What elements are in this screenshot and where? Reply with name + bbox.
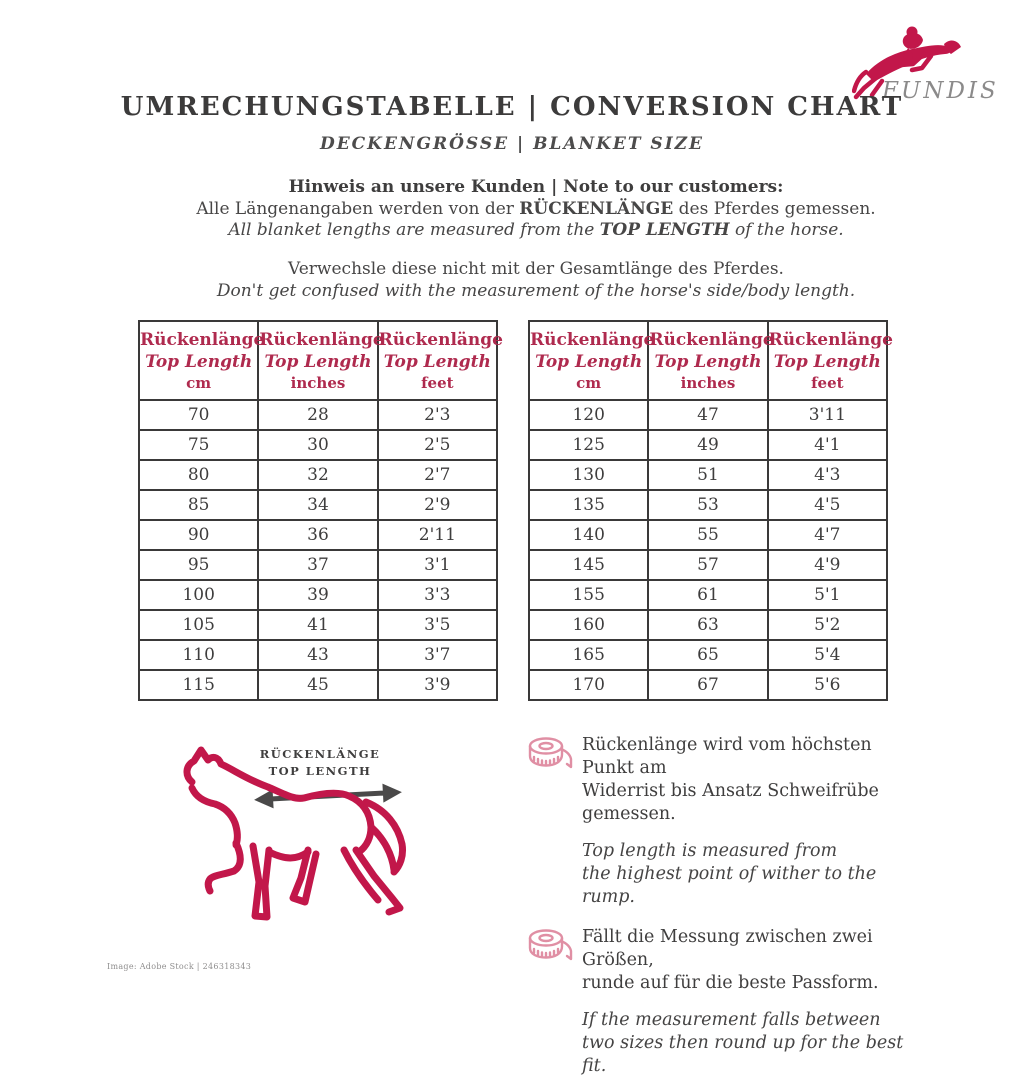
warning-line-de: Verwechsle diese nicht mit der Gesamtlänge des Pferdes. xyxy=(288,259,784,279)
table-cell: 95 xyxy=(139,550,258,580)
table-cell: 5'2 xyxy=(768,610,887,640)
table-cell: 2'11 xyxy=(378,520,497,550)
table-cell: 51 xyxy=(648,460,767,490)
warning-note xyxy=(48,259,1024,302)
column-header-inches xyxy=(648,321,774,400)
table-row xyxy=(529,580,887,610)
note-line-de xyxy=(48,199,1024,221)
header-unit: feet xyxy=(811,374,844,392)
table-row xyxy=(529,400,887,430)
header-de: Rückenlänge xyxy=(649,330,774,350)
table-cell: 34 xyxy=(258,490,377,520)
table-cell: 120 xyxy=(529,400,648,430)
table-row xyxy=(529,460,887,490)
measuring-instructions xyxy=(527,734,907,1078)
table-cell: 3'9 xyxy=(378,670,497,700)
note-heading: Hinweis an unsere Kunden | Note to our customers: xyxy=(288,177,784,197)
table-cell: 2'7 xyxy=(378,460,497,490)
note-line-en xyxy=(48,220,1024,242)
table-cell: 49 xyxy=(648,430,767,460)
table-cell: 61 xyxy=(648,580,767,610)
header-en: Top Length xyxy=(535,352,643,372)
table-cell: 37 xyxy=(258,550,377,580)
conversion-table-left xyxy=(138,320,503,701)
header-unit: cm xyxy=(186,374,212,392)
table-cell: 4'9 xyxy=(768,550,887,580)
table-cell: 115 xyxy=(139,670,258,700)
table-cell: 70 xyxy=(139,400,258,430)
table-cell: 110 xyxy=(139,640,258,670)
table-row xyxy=(529,490,887,520)
customer-note xyxy=(48,177,1024,242)
table-row xyxy=(139,550,497,580)
column-header-cm xyxy=(139,321,265,400)
table-cell: 30 xyxy=(258,430,377,460)
column-header-cm xyxy=(529,321,655,400)
table-cell: 4'5 xyxy=(768,490,887,520)
header-de: Rückenlänge xyxy=(530,330,655,350)
table-row xyxy=(139,430,497,460)
page-title: UMRECHUNGSTABELLE | CONVERSION CHART xyxy=(120,92,904,122)
table-cell: 160 xyxy=(529,610,648,640)
diagram-label-en: TOP LENGTH xyxy=(268,764,372,778)
table-row xyxy=(529,550,887,580)
table-cell: 140 xyxy=(529,520,648,550)
instruction-en-line: two sizes then round up for the best fit. xyxy=(582,1033,904,1076)
table-cell: 4'3 xyxy=(768,460,887,490)
note-en-prefix: All blanket lengths are measured from the xyxy=(228,220,600,240)
instruction-de-line: Widerrist bis Ansatz Schweifrübe gemessen. xyxy=(582,781,879,824)
header-en: Top Length xyxy=(145,352,253,372)
header-en: Top Length xyxy=(773,352,881,372)
note-en-suffix: of the horse. xyxy=(729,220,844,240)
table-cell: 3'7 xyxy=(378,640,497,670)
table-cell: 2'5 xyxy=(378,430,497,460)
header-unit: cm xyxy=(576,374,602,392)
table-cell: 145 xyxy=(529,550,648,580)
column-header-feet xyxy=(768,321,893,400)
table-cell: 4'1 xyxy=(768,430,887,460)
table-header-row xyxy=(139,321,497,400)
table-cell: 65 xyxy=(648,640,767,670)
table-cell: 28 xyxy=(258,400,377,430)
table-cell: 125 xyxy=(529,430,648,460)
table-cell: 41 xyxy=(258,610,377,640)
table-row xyxy=(139,520,497,550)
table-cell: 36 xyxy=(258,520,377,550)
page-subtitle: DECKENGRÖSSE | BLANKET SIZE xyxy=(319,134,705,154)
table-row xyxy=(529,670,887,700)
table-cell: 75 xyxy=(139,430,258,460)
table-cell: 2'3 xyxy=(378,400,497,430)
header-unit: feet xyxy=(421,374,454,392)
table-cell: 57 xyxy=(648,550,767,580)
table-cell: 67 xyxy=(648,670,767,700)
table-cell: 170 xyxy=(529,670,648,700)
warning-line-en: Don't get confused with the measurement of the horse's side/body length. xyxy=(216,280,856,301)
table-cell: 47 xyxy=(648,400,767,430)
table-cell: 39 xyxy=(258,580,377,610)
header-unit: inches xyxy=(290,374,346,392)
header-de: Rückenlänge xyxy=(259,330,384,350)
table-cell: 155 xyxy=(529,580,648,610)
table-cell: 4'7 xyxy=(768,520,887,550)
table-row xyxy=(139,670,497,700)
header-unit: inches xyxy=(680,374,736,392)
table-cell: 5'4 xyxy=(768,640,887,670)
table-cell: 3'3 xyxy=(378,580,497,610)
table-cell: 32 xyxy=(258,460,377,490)
table-cell: 135 xyxy=(529,490,648,520)
instruction-item xyxy=(527,734,907,826)
instruction-de-line: runde auf für die beste Passform. xyxy=(582,973,879,993)
instruction-en xyxy=(582,1009,907,1078)
header-de: Rückenlänge xyxy=(378,330,503,350)
column-header-inches xyxy=(258,321,384,400)
table-row xyxy=(139,490,497,520)
note-de-prefix: Alle Längenangaben werden von der xyxy=(196,198,520,219)
header-en: Top Length xyxy=(264,352,372,372)
table-row xyxy=(529,640,887,670)
table-row xyxy=(139,640,497,670)
horse-measurement-diagram xyxy=(150,740,480,968)
table-row xyxy=(139,580,497,610)
instruction-de-line: Rückenlänge wird vom höchsten Punkt am xyxy=(582,735,872,778)
instruction-item xyxy=(527,926,907,995)
instruction-en xyxy=(582,840,907,909)
measuring-tape-icon xyxy=(527,928,573,964)
table-cell: 85 xyxy=(139,490,258,520)
table-row xyxy=(139,460,497,490)
header-de: Rückenlänge xyxy=(768,330,893,350)
table-cell: 90 xyxy=(139,520,258,550)
table-cell: 5'6 xyxy=(768,670,887,700)
table-cell: 100 xyxy=(139,580,258,610)
table-cell: 3'11 xyxy=(768,400,887,430)
note-de-suffix: des Pferdes gemessen. xyxy=(673,198,876,219)
table-cell: 43 xyxy=(258,640,377,670)
header-de: Rückenlänge xyxy=(140,330,265,350)
table-cell: 55 xyxy=(648,520,767,550)
table-cell: 165 xyxy=(529,640,648,670)
table-cell: 2'9 xyxy=(378,490,497,520)
conversion-table-right xyxy=(528,320,893,701)
header-en: Top Length xyxy=(383,352,491,372)
table-cell: 130 xyxy=(529,460,648,490)
table-row xyxy=(529,520,887,550)
diagram-label-de: RÜCKENLÄNGE xyxy=(259,747,381,761)
table-row xyxy=(139,400,497,430)
measuring-tape-icon xyxy=(527,736,573,772)
table-row xyxy=(529,430,887,460)
note-de-keyword: RÜCKENLÄNGE xyxy=(519,198,674,219)
table-cell: 45 xyxy=(258,670,377,700)
brand-name: FUNDIS xyxy=(882,78,997,104)
instruction-de xyxy=(582,926,907,995)
table-cell: 53 xyxy=(648,490,767,520)
instruction-en-line: If the measurement falls between xyxy=(582,1010,881,1030)
header-en: Top Length xyxy=(654,352,762,372)
table-cell: 3'1 xyxy=(378,550,497,580)
horse-outline-illustration xyxy=(150,740,480,968)
note-en-keyword: TOP LENGTH xyxy=(599,220,730,240)
table-cell: 105 xyxy=(139,610,258,640)
instruction-de xyxy=(582,734,907,826)
image-credit: Image: Adobe Stock | 246318343 xyxy=(107,962,252,971)
table-header-row xyxy=(529,321,887,400)
table-cell: 80 xyxy=(139,460,258,490)
table-cell: 3'5 xyxy=(378,610,497,640)
table-row xyxy=(139,610,497,640)
table-cell: 63 xyxy=(648,610,767,640)
table-row xyxy=(529,610,887,640)
table-cell: 5'1 xyxy=(768,580,887,610)
instruction-de-line: Fällt die Messung zwischen zwei Größen, xyxy=(582,927,873,970)
instruction-en-line: the highest point of wither to the rump. xyxy=(582,864,877,907)
instruction-en-line: Top length is measured from xyxy=(582,841,838,861)
column-header-feet xyxy=(378,321,503,400)
